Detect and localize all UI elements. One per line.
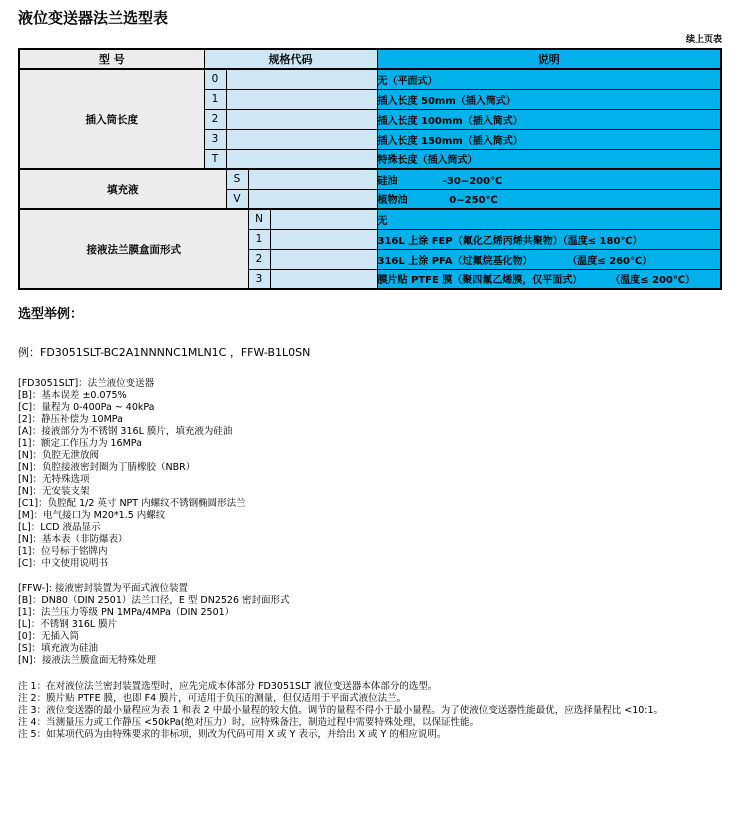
- code-explanation: [N]：无安装支架: [18, 486, 90, 497]
- code-explanation: [N]：基本表（非防爆表）: [18, 534, 128, 545]
- col-header-description: 说明: [377, 49, 721, 69]
- col-header-model: 型 号: [19, 49, 204, 69]
- note-line: 注 4：当测量压力或工作静压 <50kPa(绝对压力）时，应特殊备注，制造过程中需要特殊处理，以保证性能。: [18, 717, 479, 728]
- code-explanation: [C1]：负腔配 1/2 英寸 NPT 内螺纹不锈钢椭圆形法兰: [18, 498, 246, 509]
- code-explanation: [1]：位号标于铭牌内: [18, 546, 108, 557]
- code-cell: S: [226, 169, 248, 189]
- continued-note: 续上页表: [685, 35, 722, 45]
- group-label-fill-fluid: 填充液: [19, 169, 226, 209]
- code-explanation: [FD3051SLT]：法兰液位变送器: [18, 378, 155, 389]
- description-cell: 无（平面式）: [377, 69, 721, 89]
- code-cell: 2: [248, 249, 270, 269]
- code-explanation: [L]：LCD 液晶显示: [18, 522, 101, 533]
- table-row: [19, 209, 721, 229]
- description-cell: 316L 上涂 FEP（氟化乙烯丙烯共聚物）（温度≤ 180℃）: [377, 229, 721, 249]
- note-line: 注 5：如某项代码为由特殊要求的非标项，则改为代码可用 X 或 Y 表示，并给出 X 或 Y 的相应说明。: [18, 729, 447, 740]
- table-row: [19, 169, 721, 189]
- code-explanation: [C]：量程为 0-400Pa ~ 40kPa: [18, 402, 155, 413]
- code-explanation: [N]：无特殊选项: [18, 474, 90, 485]
- code-cell: 3: [204, 129, 226, 149]
- description-cell: 特殊长度（插入筒式）: [377, 149, 721, 169]
- code-explanation: [1]：额定工作压力为 16MPa: [18, 438, 142, 449]
- code-cell: V: [226, 189, 248, 209]
- filler-cell: [226, 89, 377, 109]
- code-explanation: [2]：静压补偿为 10MPa: [18, 414, 123, 425]
- notes-list: [18, 681, 722, 741]
- code-cell: 1: [204, 89, 226, 109]
- code-explanation: [N]：负腔接液密封圈为丁腈橡胶（NBR）: [18, 462, 196, 473]
- code-cell: 2: [204, 109, 226, 129]
- description-cell: 插入长度 50mm（插入筒式）: [377, 89, 721, 109]
- code-explanation: [N]：接液法兰膜盒面无特殊处理: [18, 655, 157, 666]
- code-explanation: [B]：DN80（DIN 2501）法兰口径，E 型 DN2526 密封面形式: [18, 595, 290, 606]
- fd-code-explanation-list: [18, 378, 722, 570]
- col-header-code: 规格代码: [204, 49, 377, 69]
- filler-cell: [270, 209, 377, 229]
- code-explanation: [A]：接液部分为不锈钢 316L 膜片，填充液为硅油: [18, 426, 233, 437]
- note-line: 注 1：在对液位法兰密封装置选型时，应先完成本体部分 FD3051SLT 液位变送器本体部分的选型。: [18, 681, 438, 692]
- code-explanation: [1]：法兰压力等级 PN 1MPa/4MPa（DIN 2501）: [18, 607, 235, 618]
- code-explanation: [FFW-]: 接液密封装置为平面式液位装置: [18, 583, 188, 594]
- filler-cell: [248, 169, 377, 189]
- selection-table: [18, 48, 722, 290]
- page-title: 液位变送器法兰选型表: [18, 9, 169, 27]
- code-explanation: [C]：中文使用说明书: [18, 558, 109, 569]
- description-cell: 316L 上涂 PFA（过氟烷基化物） （温度≤ 260℃）: [377, 249, 721, 269]
- filler-cell: [226, 149, 377, 169]
- filler-cell: [270, 269, 377, 289]
- code-cell: 0: [204, 69, 226, 89]
- code-explanation: [B]：基本误差 ±0.075%: [18, 390, 127, 401]
- filler-cell: [226, 129, 377, 149]
- code-explanation: [L]：不锈钢 316L 膜片: [18, 619, 118, 630]
- filler-cell: [226, 109, 377, 129]
- filler-cell: [270, 249, 377, 269]
- ffw-code-explanation-list: [18, 583, 722, 667]
- code-cell: 3: [248, 269, 270, 289]
- description-cell: 无: [377, 209, 721, 229]
- code-explanation: [0]：无插入筒: [18, 631, 79, 642]
- note-line: 注 2：膜片贴 PTFE 膜，也即 F4 膜片，可适用于负压的测量，但仅适用于平面式液位法兰。: [18, 693, 407, 704]
- description-cell: 植物油 0~250℃: [377, 189, 721, 209]
- group-label-diaphragm-face: 接液法兰膜盒面形式: [19, 209, 248, 289]
- description-cell: 膜片贴 PTFE 膜（聚四氟乙烯膜，仅平面式） （温度≤ 200℃）: [377, 269, 721, 289]
- section-heading-example: 选型举例：: [18, 307, 84, 322]
- table-row: [19, 69, 721, 89]
- note-line: 注 3：液位变送器的最小量程应为表 1 和表 2 中最小量程的较大值。调节的量程不得小于最小量程。为了使液位变送器性能最优，应选择量程比 <10:1。: [18, 705, 664, 716]
- code-cell: 1: [248, 229, 270, 249]
- filler-cell: [270, 229, 377, 249]
- code-explanation: [N]：负腔无泄放阀: [18, 450, 100, 461]
- filler-cell: [226, 69, 377, 89]
- description-cell: 插入长度 150mm（插入筒式）: [377, 129, 721, 149]
- code-explanation: [S]：填充液为硅油: [18, 643, 98, 654]
- filler-cell: [248, 189, 377, 209]
- group-label-insertion-length: 插入筒长度: [19, 69, 204, 169]
- table-header-row: [19, 49, 721, 69]
- description-cell: 插入长度 100mm（插入筒式）: [377, 109, 721, 129]
- description-cell: 硅油 -30~200℃: [377, 169, 721, 189]
- code-explanation: [M]：电气接口为 M20*1.5 内螺纹: [18, 510, 166, 521]
- code-cell: T: [204, 149, 226, 169]
- code-cell: N: [248, 209, 270, 229]
- example-code-line: 例：FD3051SLT-BC2A1NNNNC1MLN1C ，FFW-B1L0SN: [18, 346, 311, 359]
